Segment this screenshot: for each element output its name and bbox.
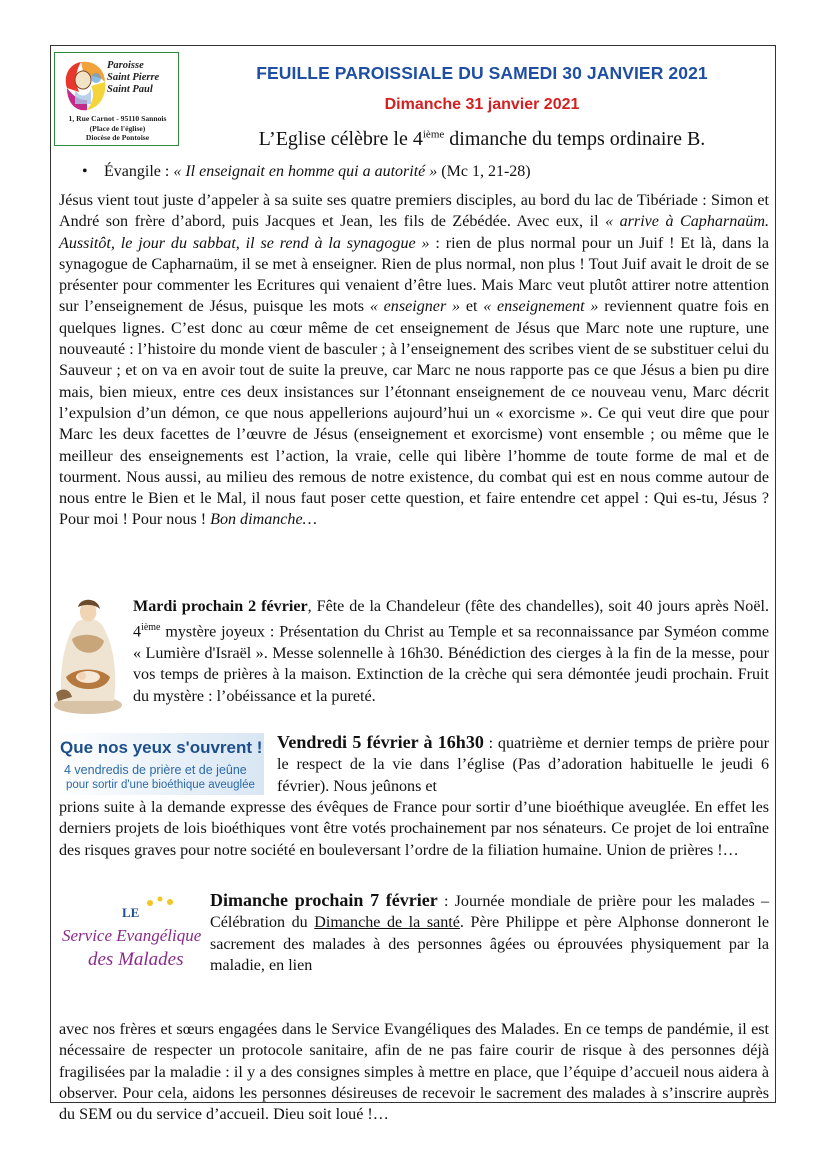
friday-span: : quatrième et dernier temps de prière pour le respect de la vie dans l’église (Pas d’adoration habituelle le jeudi 6 février). Nous jeûnons et (277, 735, 769, 795)
celebrate-sup: ième (422, 128, 445, 141)
sunday-notice-body: avec nos frères et sœurs engagées dans le Service Evangéliques des Malades. En ce temps de pandémie, il est nécessaire de respecter un protocole sanitaire, afin de ne pas faire courir de risque à des personnes déjà fragilisées par la maladie : il y a des consignes simples à mettre en place, que l’équipe d’accueil nous aidera à observer. Pour cela, aidons les personnes désireuses de recevoir le sacrement des malades à s’inscrire auprès du SEM ou du service d’accueil. Dieu soit loué !… (59, 1021, 769, 1124)
homily-span: et (460, 298, 484, 316)
sunday-notice-intro (210, 890, 769, 976)
candlemas-span: , Fête de la Chandeleur (fête des chandelles), soit 40 jours après Noël. 4 (133, 598, 769, 641)
sunday-heading: Dimanche prochain 7 février (210, 890, 438, 910)
bulletin-title: FEUILLE PAROISSIALE DU SAMEDI 30 JANVIER 2021 (256, 63, 708, 83)
friday-heading: Vendredi 5 février à 16h30 (277, 732, 484, 752)
address-line: Diocèse de Pontoise (85, 133, 150, 142)
parish-logo (54, 52, 179, 146)
address-line: (Place de l'église) (89, 123, 146, 133)
homily-span: reviennent quatre fois en quelques lignes. C’est donc au cœur même de cet enseignement de Jésus que Marc note une rupture, une nouveauté : l’histoire du monde vient de basculer ; à l’enseignement des scribes vient de se substituer celui du Sauveur ; et on va en avoir tout de suite la preuve, car Marc ne nous rapporte pas ce que Jésus a bien pu dire mais, bien mieux, entre ces deux insistances sur l’étonnant enseignement de ce nouveau venu, Marc décrit l’expulsion d’un démon, ce que nous appellerions aujourd’hui un « exorcisme ». Ce qui veut dire que pour Marc les deux facettes de l’œuvre de Jésus (enseignement et exorcisme) vont ensemble ; ou même que le meilleur des enseignements est l’action, la vraie, celle qui libère l’homme de toute forme de mal et de tourment. Nous aussi, au milieu des remous de notre existence, du combat qui est en nous comme autour de nous entre le Bien et le Mal, il nous faut poser cette question, et faire entendre cet appel : Qui es-tu, Jésus ? Pour moi ! Pour nous ! (59, 298, 770, 529)
sem-line2: des Malades (88, 949, 184, 970)
candlemas-span: mystère joyeux : Présentation du Christ au Temple et sa reconnaissance par Syméon comme « Lumière d'Israël ». Messe solennelle à 16h30. Bénédiction des cierges à la fin de la messe, pour vos temps de prières à la maison. Extinction de la crèche qui sera démontée jeudi prochain. Fruit du mystère : l’obéissance et la pureté. (133, 623, 769, 705)
candlemas-heading: Mardi prochain 2 février (133, 598, 308, 615)
banner-line1: Que nos yeux s'ouvrent ! (60, 738, 263, 757)
address-line: 1, Rue Carnot - 95110 Sannois (68, 114, 167, 123)
parish-address (57, 114, 178, 143)
homily-text (59, 190, 769, 531)
parish-name-line: Saint Pierre (107, 72, 160, 83)
bulletin-date: Dimanche 31 janvier 2021 (384, 96, 580, 113)
parish-name (107, 60, 179, 96)
gospel-quote: « Il enseignait en homme qui a autorité » (173, 163, 438, 180)
parish-name-line: Saint Paul (107, 84, 153, 95)
prayer-fasting-banner (54, 733, 264, 795)
homily-span: Jésus vient tout juste d’appeler à sa suite ses quatre premiers disciples, au bord du lac de Tibériade : Simon et André son frère d’abord, puis Jacques et Jean, les fils de Zébédée. Avec eux, il (59, 192, 769, 231)
parish-name-line: Paroisse (107, 60, 144, 71)
friday-notice-body: prions suite à la demande expresse des évêques de France pour sortir d’une bioéthique aveuglée. En effet les derniers projets de lois bioéthiques vont être votés prochainement par nos sénateurs. Ce projet de loi entraîne des risques graves pour notre société en bouleversant l’ordre de la filiation humaine. Union de prières !… (59, 799, 769, 859)
nativity-figure-image (52, 597, 125, 715)
health-sunday-link[interactable]: Dimanche de la santé (314, 914, 460, 932)
homily-quote: « enseigner » (369, 298, 461, 316)
sunday-span: . Père Philippe et père Alphonse donneront le sacrement des malades à des personnes âgées ou éprouvées physiquement par la maladie, en lien (210, 914, 769, 974)
liturgical-sunday (188, 128, 776, 151)
celebrate-text: dimanche du temps ordinaire B. (444, 128, 706, 150)
sem-le: LE (122, 905, 140, 920)
service-evangelique-malades-logo (58, 893, 204, 977)
bullet-icon: • (82, 163, 88, 180)
homily-span: : rien de plus normal pour un Juif ! Et là, dans la synagogue de Capharnaüm, il se met à enseigner. Rien de plus normal, non plus ! Tout Juif avait le droit de se présenter pour commenter les Ecritures qui venaient d’être lues. Mais Marc veut plutôt attirer notre attention sur l’enseignement de Jésus, puisque les mots (59, 234, 769, 316)
sunday-span: : Journée mondiale de prière pour les malades – Célébration du (210, 893, 769, 932)
sem-line1: Service Evangélique (62, 926, 202, 945)
gospel-label: Évangile : (104, 163, 174, 180)
homily-quote: « arrive à Capharnaüm. Aussitôt, le jour du sabbat, il se rend à la synagogue » (59, 213, 769, 252)
banner-line2: 4 vendredis de prière et de jeûne (64, 763, 247, 777)
friday-notice-intro (277, 732, 769, 797)
saints-logo-art (61, 58, 111, 114)
gospel-ref: (Mc 1, 21-28) (437, 163, 531, 180)
candlemas-notice (133, 596, 769, 707)
celebrate-text: L’Eglise célèbre le 4 (258, 128, 423, 150)
homily-closing: Bon dimanche… (210, 511, 317, 529)
gospel-text (104, 163, 531, 181)
candlemas-sup: ième (141, 622, 161, 634)
homily-quote: « enseignement » (483, 298, 599, 316)
banner-line3: pour sortir d'une bioéthique aveuglée (66, 779, 255, 791)
